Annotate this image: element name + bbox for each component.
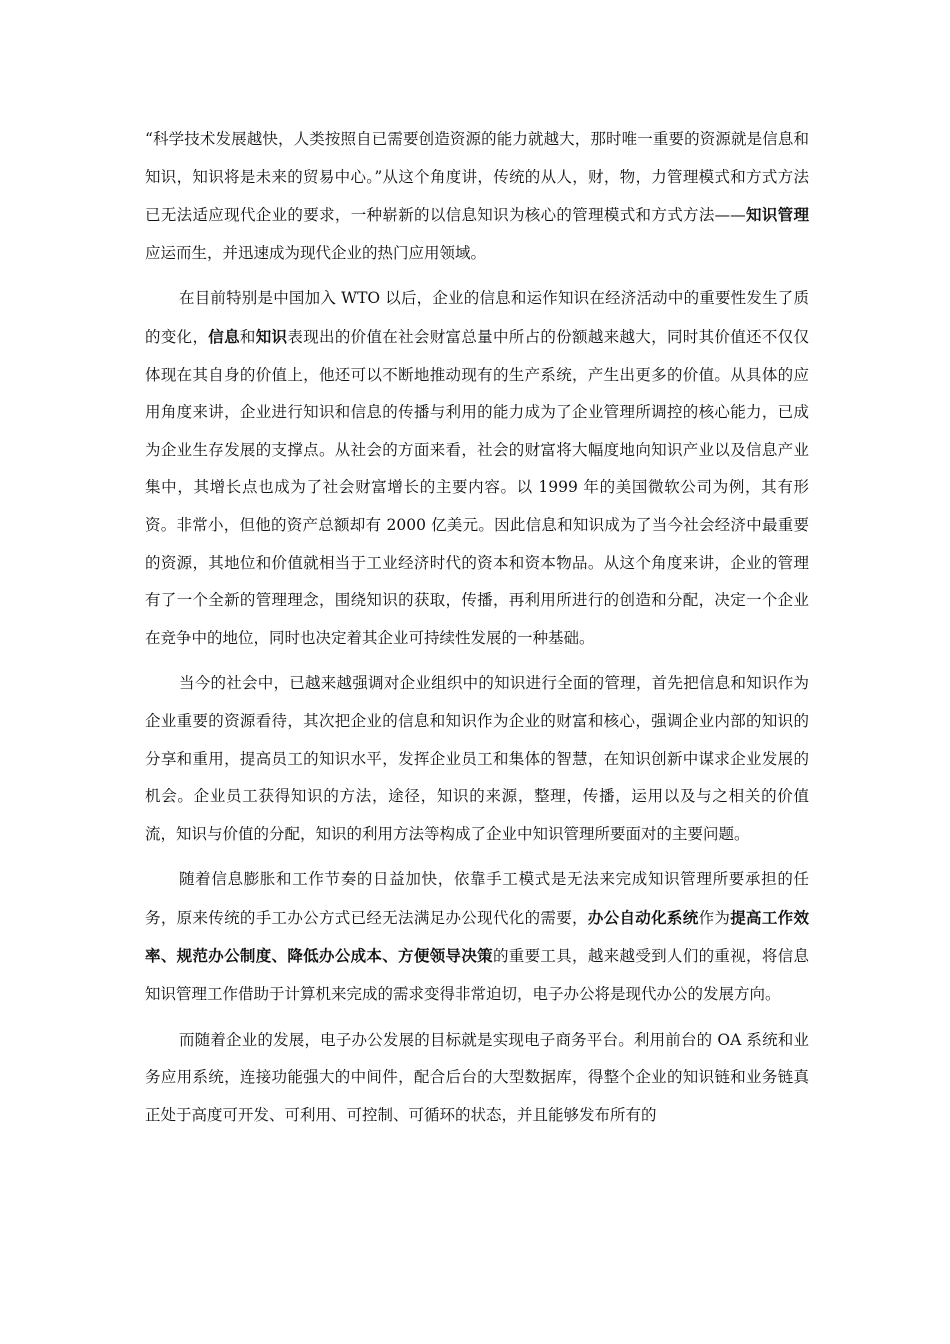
paragraph-2 — [145, 280, 809, 657]
paragraph-4 — [145, 861, 809, 1013]
paragraph-4-text-2: 作为 — [698, 908, 731, 927]
paragraph-1-text-2: 应运而生，并迅速成为现代企业的热门应用领域。 — [145, 243, 487, 262]
paragraph-1-text-1: “科学技术发展越快，人类按照自已需要创造资源的能力就越大，那时唯一重要的资源就是信息和知识，知识将是未来的贸易中心。”从这个角度讲，传统的从人，财，物，力管理模式和方式方法已无法适应现代企业的要求，一种崭新的以信息知识为核心的管理模式和方式方法—— — [145, 130, 809, 225]
paragraph-4-text-3: 的重要工具，越来越受到人们的重视，将信息知识管理工作借助于计算机来完成的需求变得非常迫切，电子办公将是现代办公的发展方向。 — [145, 947, 809, 1004]
paragraph-5-text-1: 而随着企业的发展，电子办公发展的目标就是实现电子商务平台。利用前台的 OA 系统和业务应用系统，连接功能强大的中间件，配合后台的大型数据库，得整个企业的知识链和业务链真正处于高度可开发、可利用、可控制、可循环的状态，并且能够发布所有的 — [145, 1030, 809, 1124]
paragraph-3-text-1: 当今的社会中，已越来越强调对企业组织中的知识进行全面的管理，首先把信息和知识作为企业重要的资源看待，其次把企业的信息和知识作为企业的财富和核心，强调企业内部的知识的分享和重用，提高员工的知识水平，发挥企业员工和集体的智慧，在知识创新中谋求企业发展的机会。企业员工获得知识的方法，途径，知识的来源，整理，传播，运用以及与之相关的价值流，知识与价值的分配，知识的利用方法等构成了企业中知识管理所要面对的主要问题。 — [145, 674, 809, 843]
paragraph-3 — [145, 665, 809, 853]
paragraph-2-bold-information: 信息 — [208, 326, 240, 346]
paragraph-4-bold-benefits: 提高工作效率、规范办公制度、降低办公成本、方便领导决策 — [145, 907, 809, 966]
paragraph-2-text-1: 在目前特别是中国加入 WTO 以后，企业的信息和运作知识在经济活动中的重要性发生了质的变化， — [145, 289, 809, 346]
paragraph-1 — [145, 121, 809, 272]
paragraph-5 — [145, 1022, 809, 1135]
paragraph-2-text-2: 和 — [239, 327, 256, 346]
paragraph-4-text-1: 随着信息膨胀和工作节奏的日益加快，依靠手工模式是无法来完成知识管理所要承担的任务，原来传统的手工办公方式已经无法满足办公现代化的需要， — [145, 870, 809, 927]
document-body — [145, 121, 809, 1142]
paragraph-4-bold-oa-system: 办公自动化系统 — [587, 907, 699, 927]
paragraph-2-text-3: 表现出的价值在社会财富总量中所占的份额越来越大，同时其价值还不仅仅体现在其自身的价值上，他还可以不断地推动现有的生产系统，产生出更多的价值。从具体的应用角度来讲，企业进行知识和信息的传播与利用的能力成为了企业管理所调控的核心能力，已成为企业生存发展的支撑点。从社会的方面来看，社会的财富将大幅度地向知识产业以及信息产业集中，其增长点也成为了社会财富增长的主要内容。以 1999 年的美国微软公司为例，其有形资。非常小，但他的资产总额却有 2000 亿美元。因此信息和知识成为了当今社会经济中最重要的资源，其地位和价值就相当于工业经济时代的资本和资本物品。从这个角度来讲，企业的管理有了一个全新的管理理念，围绕知识的获取，传播，再利用所进行的创造和分配，决定一个企业在竞争中的地位，同时也决定着其企业可持续性发展的一种基础。 — [145, 327, 809, 647]
paragraph-2-bold-knowledge: 知识 — [255, 326, 288, 346]
paragraph-1-bold-knowledge-management: 知识管理 — [745, 205, 809, 225]
